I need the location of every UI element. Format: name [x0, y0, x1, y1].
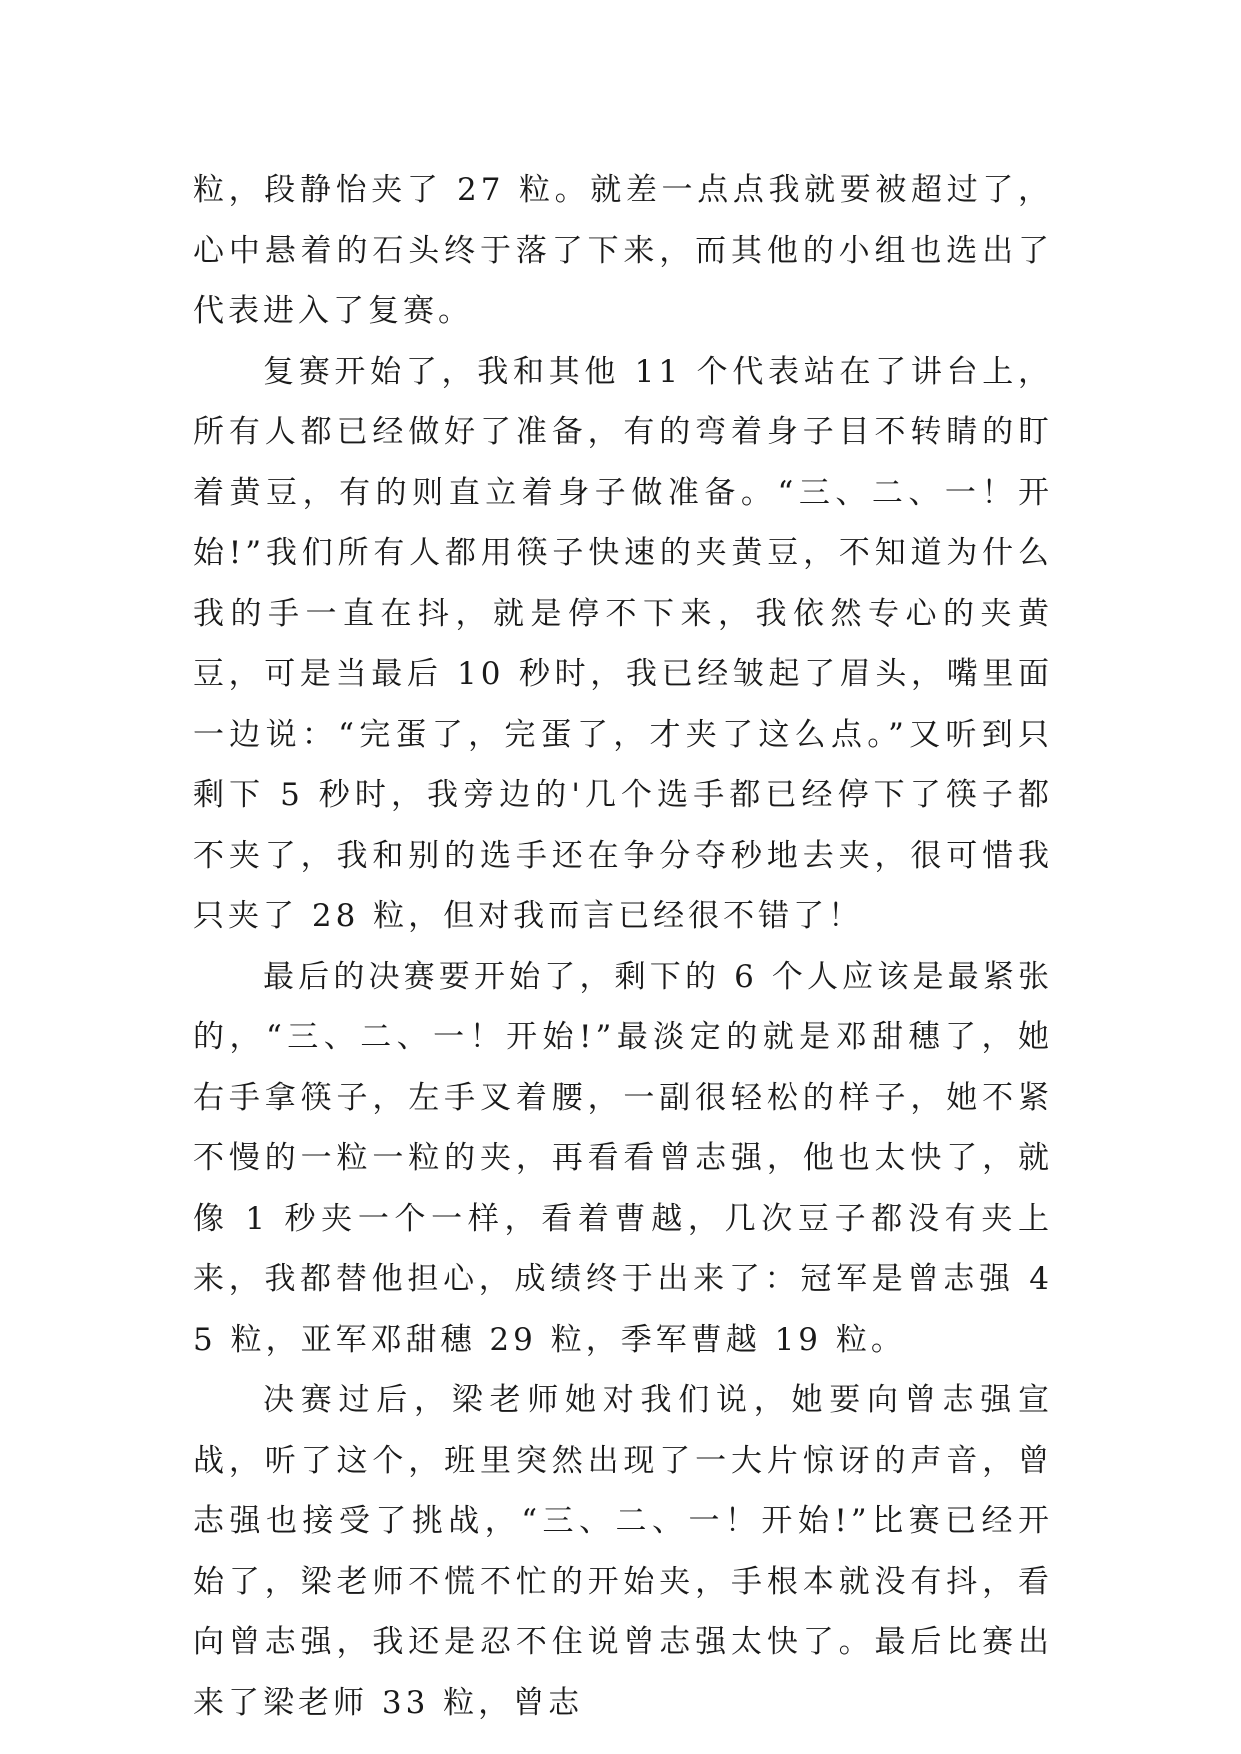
paragraph-3: 最后的决赛要开始了，剩下的 6 个人应该是最紧张的，“三、二、一！开始!”最淡定的就是邓甜穗了，她右手拿筷子，左手叉着腰，一副很轻松的样子，她不紧不慢的一粒一粒的夹，再看看曾志强，他也太快了，就像 1 秒夹一个一样，看着曹越，几次豆子都没有夹上来，我都替他担心，成绩终于出来了：冠军是曾志强 45 粒，亚军邓甜穗 29 粒，季军曹越 19 粒。	[193, 958, 1053, 1358]
paragraph-4: 决赛过后，梁老师她对我们说，她要向曾志强宣战，听了这个，班里突然出现了一大片惊讶的声音，曾志强也接受了挑战，“三、二、一！开始!”比赛已经开始了，梁老师不慌不忙的开始夹，手根本就没有抖，看向曾志强，我还是忍不住说曾志强太快了。最后比赛出来了梁老师 33 粒，曾志	[193, 1382, 1053, 1721]
paragraph-1: 粒，段静怡夹了 27 粒。就差一点点我就要被超过了，心中悬着的石头终于落了下来，而其他的小组也选出了代表进入了复赛。	[193, 172, 1053, 329]
paragraph-2: 复赛开始了，我和其他 11 个代表站在了讲台上，所有人都已经做好了准备，有的弯着身子目不转睛的盯着黄豆，有的则直立着身子做准备。“三、二、一！开始!”我们所有人都用筷子快速的夹黄豆，不知道为什么我的手一直在抖，就是停不下来，我依然专心的夹黄豆，可是当最后 10 秒时，我已经皱起了眉头，嘴里面一边说：“完蛋了，完蛋了，才夹了这么点。”又听到只剩下 5 秒时，我旁边的'几个选手都已经停下了筷子都不夹了，我和别的选手还在争分夺秒地去夹，很可惜我只夹了 28 粒，但对我而言已经很不错了！	[193, 353, 1053, 934]
document-body	[193, 160, 1053, 1733]
